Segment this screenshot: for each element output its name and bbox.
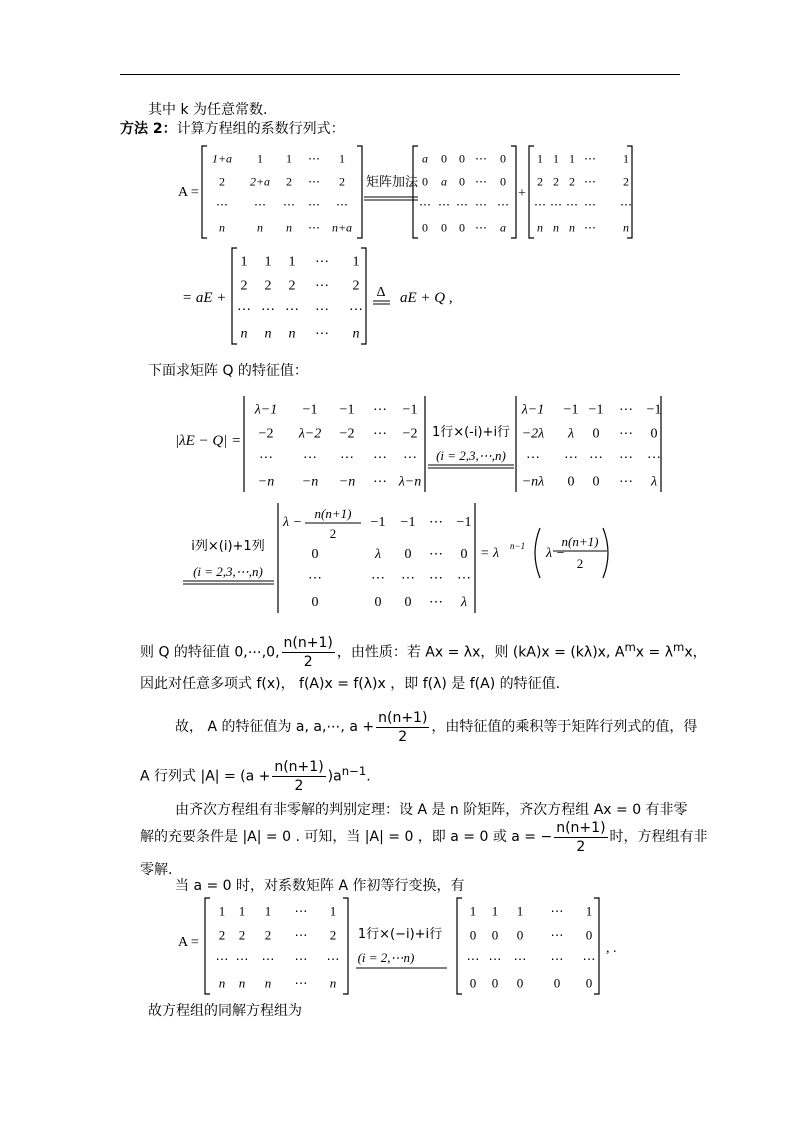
eq5-matA-cell: ⋯ [294, 927, 308, 943]
eq3-det1-cell: ⋯ [403, 450, 417, 466]
eq5-matB-cell: 1 [469, 903, 477, 919]
eq1-matA-cell: 2 [219, 174, 225, 189]
method-2-text: 计算方程组的系数行列式： [176, 121, 345, 137]
eq1-matD-cell: ⋯ [456, 197, 468, 212]
eq1-matD-cell: ⋯ [497, 197, 509, 212]
eq5-lhs: A = [178, 935, 199, 950]
eq2-matQ-cell: ⋯ [315, 326, 329, 342]
eq5-matB-cell: 0 [585, 975, 593, 991]
p6-text-a: 解的充要条件是 |A| = 0 . 可知，当 |A| = 0 ，即 a = 0 或 a = − [140, 829, 553, 845]
p1-sup-m: m [624, 640, 636, 654]
p3-text-a: 故， A 的特征值为 a, a,⋯, a + [175, 719, 375, 735]
eq2-matQ-cell: 1 [352, 254, 360, 270]
p4-frac-num: n(n+1) [274, 759, 324, 776]
eq4-row-cell: ⋯ [429, 547, 443, 562]
eq5-matB-cell: 0 [585, 927, 593, 943]
eq2-matQ-cell: n [264, 326, 272, 342]
eq2-matQ-cell: ⋯ [315, 278, 329, 294]
eq1-lhs: A = [178, 185, 199, 200]
eq3-det1-cell: ⋯ [259, 450, 273, 466]
eq5-matB-cell: 0 [491, 975, 499, 991]
eq4-row-cell: ⋯ [457, 571, 471, 586]
eq4-rhs-pre: = λ [480, 546, 500, 561]
eq5-op-bottom: (i = 2,⋯n) [357, 950, 415, 965]
eq1-matQ-cell: ⋯ [550, 197, 562, 212]
eq1-matQ-cell: n [623, 220, 629, 235]
eq1-matQ-cell: ⋯ [584, 220, 596, 235]
eq3-det1-cell: ⋯ [373, 402, 387, 418]
eq1-matA-cell: 1 [339, 151, 345, 166]
eq1-matA-cell: ⋯ [308, 220, 320, 235]
eq3-det1-cell: ⋯ [373, 426, 387, 442]
eq1-matA-cell: n [286, 220, 292, 235]
eq5-matA-left-bracket [205, 898, 210, 994]
eq2-matQ-cell: 1 [240, 254, 248, 270]
eq5-matA-cell: ⋯ [235, 951, 249, 967]
eq3-det2-cell: −1 [588, 402, 604, 418]
eq1-matD-cell: ⋯ [475, 151, 487, 166]
eq1-matQ-cell: 1 [553, 151, 559, 166]
eq2-matQ-cell: ⋯ [315, 302, 329, 318]
eq5-matA-cell: n [218, 975, 226, 991]
eq5-matB-right-bracket [594, 898, 599, 994]
eq4-rhs-inner: λ − [546, 546, 566, 561]
eq5-matB-cell: 0 [491, 927, 499, 943]
eq3-det1-cell: −2 [402, 426, 418, 442]
eq1-matQ-cell: ⋯ [566, 197, 578, 212]
eq4-row1-cell: −1 [400, 515, 416, 530]
eq1-matQ-cell: 2 [569, 174, 575, 189]
p4-frac-den: 2 [294, 778, 304, 795]
p1-text-b: ，由性质：若 Ax = λx，则 (kA)x = (kλ)x, A [336, 644, 625, 661]
eq2-matQ-cell: 2 [264, 278, 272, 294]
eq1-matA-cell: 2 [339, 174, 345, 189]
eq5-matB-cell: ⋯ [550, 903, 564, 919]
eq5-matB-cell: 1 [491, 903, 499, 919]
eq5-matB-cell: 1 [516, 903, 524, 919]
eq3-det1-cell: −2 [258, 426, 274, 442]
para-a-zero: 当 a = 0 时，对系数矩阵 A 作初等行变换，有 [175, 878, 465, 894]
eq5-matA-cell: ⋯ [294, 903, 308, 919]
p1-frac-num: n(n+1) [283, 635, 333, 652]
eq4-cell-head: λ − [283, 515, 303, 530]
eq4-row1-cell: ⋯ [429, 515, 443, 530]
eq1-matQ-cell: n [553, 220, 559, 235]
eq3-lhs: |λE − Q| = [175, 433, 242, 449]
eq3-op-top: 1行×(-i)+i行 [431, 425, 511, 440]
eq1-matA-cell: ⋯ [308, 174, 320, 189]
eq5-matA-cell: 2 [238, 927, 246, 943]
eq1-matD-cell: ⋯ [419, 197, 431, 212]
eq1-matA-cell: ⋯ [308, 151, 320, 166]
eq4-row-cell: ⋯ [429, 595, 443, 610]
p1-sup-m2: m [673, 640, 685, 654]
p4-text-a: A 行列式 |A| = (a + [140, 768, 271, 785]
eq3-det2-cell: 0 [650, 426, 658, 442]
eq4-rhs-num: n(n+1) [561, 534, 599, 549]
eq3-det1-cell: λ−n [398, 474, 422, 490]
eq3-det2-cell: ⋯ [619, 474, 633, 490]
eq2-matQ-cell: n [240, 326, 248, 342]
eq4-row1-cell: −1 [456, 515, 472, 530]
eq4-op-top: i列×(i)+1列 [191, 539, 265, 554]
eq1-matQ-cell: 2 [623, 174, 629, 189]
eq4-row-cell: ⋯ [308, 571, 322, 586]
eq4-row-cell: 0 [404, 547, 412, 562]
eq5-matB-cell: ⋯ [513, 951, 527, 967]
eq3-det1-cell: ⋯ [340, 450, 354, 466]
eq1-matA-cell: 1 [257, 151, 263, 166]
eq5-matB-cell: 0 [516, 927, 524, 943]
p1-frac-den: 2 [303, 654, 313, 671]
eq3-det1-cell: −2 [339, 426, 355, 442]
eq5-matB-cell: 0 [516, 975, 524, 991]
eq2-matQ-cell: ⋯ [315, 254, 329, 270]
eq3-det1-cell: ⋯ [373, 450, 387, 466]
eq1-matD-cell: ⋯ [438, 197, 450, 212]
eq5-matA-cell: n [264, 975, 272, 991]
eq3-det2-cell: ⋯ [619, 450, 633, 466]
eq1-matD-cell: 0 [459, 174, 465, 189]
eq3-det1-cell: ⋯ [303, 450, 317, 466]
eq4-row-cell: 0 [460, 547, 468, 562]
eq1-plus: + [518, 186, 526, 201]
eq3-det1-cell: −1 [402, 402, 418, 418]
eq3-det2-cell: ⋯ [647, 450, 661, 466]
eq1-matQ-cell: ⋯ [584, 197, 596, 212]
p6-text-b: 时，方程组有非 [609, 829, 708, 845]
eq3-det2-cell: λ [650, 474, 658, 490]
para-nonzero-theorem: 由齐次方程组有非零解的判别定理：设 A 是 n 阶矩阵，齐次方程组 Ax = 0 有非零 [175, 802, 688, 818]
eq5-op-top: 1行×(−i)+i行 [357, 927, 443, 942]
eq1-matA-cell: 2 [286, 174, 292, 189]
eq1-matQ-cell: 1 [569, 151, 575, 166]
eq5-matA-cell: 2 [218, 927, 226, 943]
eq2-rhs: aE + Q , [400, 290, 453, 306]
line-k-constant: 其中 k 为任意常数. [148, 102, 268, 118]
eq5-matB-cell: ⋯ [582, 951, 596, 967]
p4-sup: n−1 [341, 764, 367, 778]
eq1-matQ-cell: ⋯ [620, 197, 632, 212]
eq4-rhs-den: 2 [576, 556, 584, 571]
p3-frac-den: 2 [398, 728, 408, 745]
eq5-matA-cell: 1 [264, 903, 272, 919]
eq3-det2-cell: −2λ [521, 426, 545, 442]
eq1-matD-cell: 0 [500, 174, 506, 189]
eq5-matB-cell: ⋯ [466, 951, 480, 967]
eq5-matA-cell: ⋯ [326, 951, 340, 967]
eq3-det2-cell: ⋯ [619, 402, 633, 418]
eq1-matD-cell: 0 [459, 151, 465, 166]
eq1-matD-cell: 0 [422, 220, 428, 235]
eq3-det2-cell: ⋯ [526, 450, 540, 466]
eq2-matQ-cell: n [352, 326, 360, 342]
eq1-matQ-cell: n [537, 220, 543, 235]
p1-text-c: x = λ [635, 644, 673, 661]
eq4-row-cell: 0 [404, 595, 412, 610]
eq3-det2-cell: ⋯ [589, 450, 603, 466]
eq1-matA-cell: ⋯ [336, 197, 348, 212]
eq3-det2-cell: −nλ [521, 474, 545, 490]
p3-frac-num: n(n+1) [378, 709, 428, 726]
eq3-op-bottom: (i = 2,3,⋯,n) [436, 448, 506, 463]
eq1-matA-cell: ⋯ [216, 197, 228, 212]
eq2-lhs: = aE + [182, 290, 227, 306]
eq3-det2-cell: ⋯ [564, 450, 578, 466]
eq4-row-cell: 0 [311, 595, 319, 610]
eq4-rhs-exp: n−1 [510, 541, 526, 551]
eq5-matA-cell: ⋯ [215, 951, 229, 967]
eq2-matQ-cell: 2 [352, 278, 360, 294]
eq3-det2-cell: 0 [567, 474, 575, 490]
eq3-det2-cell: λ [567, 426, 575, 442]
p4-text-c: . [366, 768, 371, 785]
eq1-matQ-cell: ⋯ [584, 151, 596, 166]
p6-frac-num: n(n+1) [556, 819, 606, 836]
eq1-matD-cell: ⋯ [475, 174, 487, 189]
para-equivalent-system: 故方程组的同解方程组为 [148, 1003, 302, 1019]
eq5-matB-cell: 0 [469, 975, 477, 991]
eq5-matB-cell: 0 [553, 975, 561, 991]
eq4-op-bottom: (i = 2,3,⋯,n) [193, 564, 263, 579]
eq1-matQ-cell: ⋯ [534, 197, 546, 212]
eq3-det1-cell: −n [257, 474, 275, 490]
eq5-matB-cell: ⋯ [550, 951, 564, 967]
eq1-matD-cell: ⋯ [475, 197, 487, 212]
eq3-det1-cell: λ−2 [298, 426, 322, 442]
eq1-matQ-cell: 1 [623, 151, 629, 166]
eq4-row-cell: 0 [311, 547, 319, 562]
eq2-matQ-cell: ⋯ [237, 302, 251, 318]
eq1-matD-cell: a [500, 220, 506, 235]
eq2-matQ-cell: ⋯ [285, 302, 299, 318]
eq5-matB-cell: ⋯ [550, 927, 564, 943]
eq4-row-cell: λ [374, 547, 382, 562]
eq1-op-label: 矩阵加法 [365, 175, 419, 190]
eq4-row-cell: ⋯ [401, 571, 415, 586]
method-2-label: 方法 2： [120, 121, 177, 137]
eq4-row-cell: ⋯ [371, 571, 385, 586]
eq5-matA-cell: ⋯ [261, 951, 275, 967]
eq1-matD-cell: a [441, 174, 447, 189]
eq4-cell-den: 2 [329, 526, 337, 541]
eq5-matA-cell: ⋯ [294, 975, 308, 991]
eq1-matA-cell: n [257, 220, 263, 235]
eq4-cell-num: n(n+1) [314, 506, 352, 521]
eq1-matQ-cell: n [569, 220, 575, 235]
eq1-matD-cell: 0 [500, 151, 506, 166]
eq2-def-sign: Δ [376, 285, 386, 300]
eq5-matA-cell: 1 [329, 903, 337, 919]
p1-text-d: x， [684, 644, 707, 661]
eq1-matA-cell: n+a [331, 220, 353, 235]
eq4-row1-cell: −1 [370, 515, 386, 530]
eq4-row-cell: 0 [374, 595, 382, 610]
eq1-matA-cell: 2+a [249, 174, 271, 189]
p3-text-b: ，由特征值的乘积等于矩阵行列式的值，得 [431, 719, 698, 735]
eq1-matD-cell: 0 [441, 220, 447, 235]
eq3-det2-cell: −1 [563, 402, 579, 418]
eq3-det2-cell: ⋯ [619, 426, 633, 442]
eq2-matQ-cell: 1 [264, 254, 272, 270]
eq3-det1-cell: −1 [339, 402, 355, 418]
eq3-det2-cell: λ−1 [521, 402, 545, 418]
eq4-row-cell: λ [460, 595, 468, 610]
eq3-det1-cell: −1 [302, 402, 318, 418]
eq1-matA-cell: ⋯ [308, 197, 320, 212]
eq1-matA-cell: ⋯ [254, 197, 266, 212]
eq1-matA-cell: 1 [286, 151, 292, 166]
eq1-matD-cell: 0 [422, 174, 428, 189]
eq5-matA-cell: 2 [264, 927, 272, 943]
eq5-matB-cell: 0 [469, 927, 477, 943]
eq5-matA-right-bracket [343, 898, 348, 994]
p1-text-a: 则 Q 的特征值 0,⋯,0, [140, 644, 280, 661]
eq1-matA-cell: ⋯ [283, 197, 295, 212]
eq4-row-cell: ⋯ [429, 571, 443, 586]
eq3-det1-cell: λ−1 [254, 402, 278, 418]
eq5-matB-cell: 1 [585, 903, 593, 919]
eq3-det2-cell: 0 [592, 426, 600, 442]
eq1-matQ-cell: 2 [537, 174, 543, 189]
eq3-det1-cell: −n [301, 474, 319, 490]
eq1-matQ-cell: 2 [553, 174, 559, 189]
eq2-matQ-cell: ⋯ [261, 302, 275, 318]
eq5-matA-cell: ⋯ [294, 951, 308, 967]
eq2-matQ-cell: n [288, 326, 296, 342]
para-polynomial: 因此对任意多项式 f(x)， f(A)x = f(λ)x ，即 f(λ) 是 f(A) 的特征值. [140, 676, 561, 692]
line-eigen-intro: 下面求矩阵 Q 的特征值： [148, 363, 308, 379]
eq5-matB-left-bracket [457, 898, 462, 994]
eq1-matQ-cell: 1 [537, 151, 543, 166]
eq5-matA-cell: 1 [238, 903, 246, 919]
eq5-tail: , . [606, 941, 617, 956]
eq1-matA-cell: n [219, 220, 225, 235]
eq3-det2-cell: −1 [646, 402, 662, 418]
eq5-matA-cell: n [238, 975, 246, 991]
eq2-matQ-cell: 2 [288, 278, 296, 294]
eq1-matD-cell: 0 [441, 151, 447, 166]
eq3-det1-cell: −n [338, 474, 356, 490]
eq2-matQ-cell: ⋯ [349, 302, 363, 318]
eq3-det1-cell: ⋯ [373, 474, 387, 490]
eq5-matA-cell: 1 [218, 903, 226, 919]
para-nonzero-solution: 零解. [140, 862, 173, 878]
eq3-det2-cell: 0 [592, 474, 600, 490]
eq1-matQ-cell: ⋯ [584, 174, 596, 189]
p4-text-b: )a [327, 768, 342, 785]
eq5-matA-cell: n [329, 975, 337, 991]
eq5-matA-cell: 2 [329, 927, 337, 943]
eq2-matQ-cell: 2 [240, 278, 248, 294]
eq1-matD-cell: a [422, 151, 428, 166]
p6-frac-den: 2 [576, 838, 586, 855]
eq1-matD-cell: ⋯ [475, 220, 487, 235]
eq1-matD-cell: 0 [459, 220, 465, 235]
eq5-matB-cell: ⋯ [488, 951, 502, 967]
eq1-matA-cell: 1+a [211, 151, 233, 166]
eq2-matQ-cell: 1 [288, 254, 296, 270]
